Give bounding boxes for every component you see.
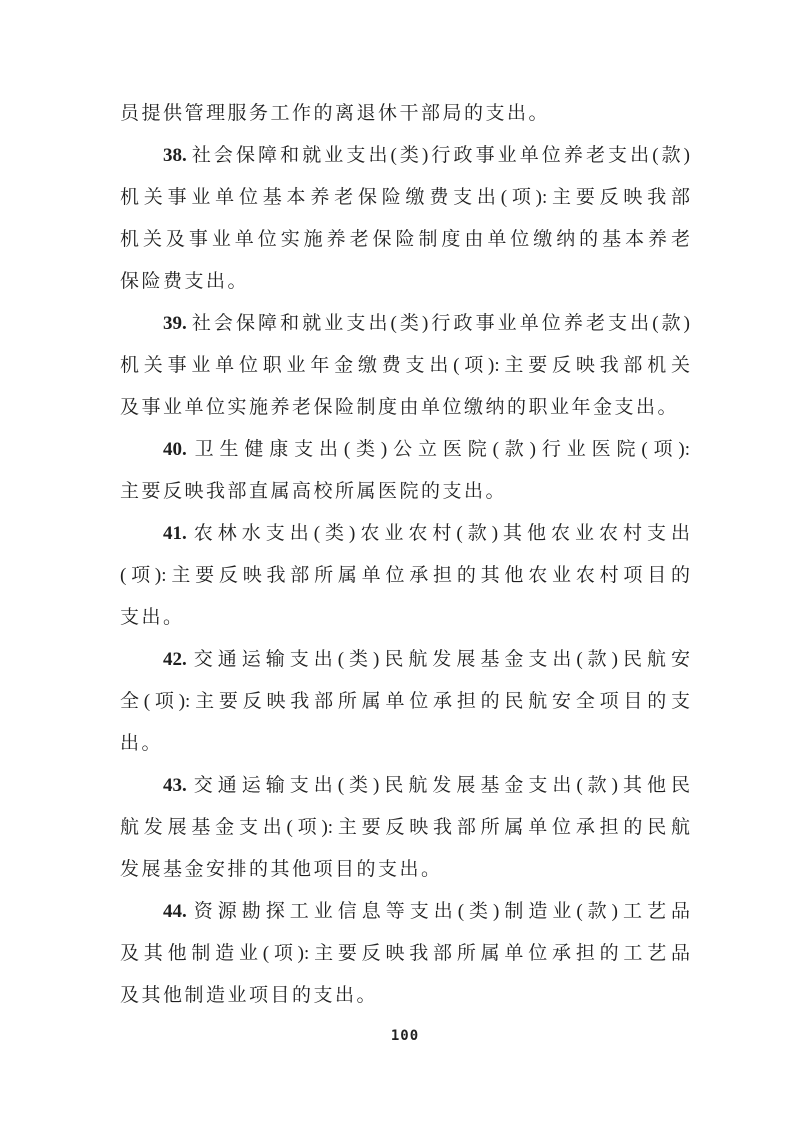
text-line: 员提供管理服务工作的离退休干部局的支出。 bbox=[120, 103, 551, 124]
paragraph-number: 39. bbox=[163, 313, 187, 334]
paragraph-number: 38. bbox=[163, 145, 187, 166]
text-line: 38. 社会保障和就业支出(类)行政事业单位养老支出(款) bbox=[163, 145, 690, 166]
text-line: 39. 社会保障和就业支出(类)行政事业单位养老支出(款) bbox=[163, 313, 690, 334]
paragraph-number: 41. bbox=[163, 523, 187, 544]
text-line: 43. 交通运输支出(类)民航发展基金支出(款)其他民 bbox=[163, 775, 690, 796]
text-line: 支出。 bbox=[120, 607, 185, 628]
text-line: 机关及事业单位实施养老保险制度由单位缴纳的基本养老 bbox=[120, 229, 690, 250]
paragraph-number: 42. bbox=[163, 649, 187, 670]
page-number: 100 bbox=[390, 1028, 420, 1044]
paragraph-number: 43. bbox=[163, 775, 187, 796]
text-line: (项):主要反映我部所属单位承担的其他农业农村项目的 bbox=[120, 565, 690, 586]
text-line: 及其他制造业项目的支出。 bbox=[120, 985, 379, 1006]
text-line: 机关事业单位基本养老保险缴费支出(项):主要反映我部 bbox=[120, 187, 690, 208]
text-line: 42. 交通运输支出(类)民航发展基金支出(款)民航安 bbox=[163, 649, 690, 670]
paragraph-number: 40. bbox=[163, 439, 187, 460]
text-line: 40. 卫生健康支出(类)公立医院(款)行业医院(项): bbox=[163, 439, 690, 460]
paragraph-number: 44. bbox=[163, 901, 187, 922]
text-line: 机关事业单位职业年金缴费支出(项):主要反映我部机关 bbox=[120, 355, 690, 376]
text-line: 保险费支出。 bbox=[120, 271, 250, 292]
text-line: 41. 农林水支出(类)农业农村(款)其他农业农村支出 bbox=[163, 523, 690, 544]
text-line: 全(项):主要反映我部所属单位承担的民航安全项目的支 bbox=[120, 691, 690, 712]
document-body-text bbox=[120, 93, 690, 1017]
text-line: 主要反映我部直属高校所属医院的支出。 bbox=[120, 481, 508, 502]
text-line: 出。 bbox=[120, 733, 164, 754]
text-line: 44. 资源勘探工业信息等支出(类)制造业(款)工艺品 bbox=[163, 901, 690, 922]
text-line: 发展基金安排的其他项目的支出。 bbox=[120, 859, 443, 880]
text-line: 航发展基金支出(项):主要反映我部所属单位承担的民航 bbox=[120, 817, 690, 838]
text-line: 及事业单位实施养老保险制度由单位缴纳的职业年金支出。 bbox=[120, 397, 680, 418]
text-line: 及其他制造业(项):主要反映我部所属单位承担的工艺品 bbox=[120, 943, 690, 964]
